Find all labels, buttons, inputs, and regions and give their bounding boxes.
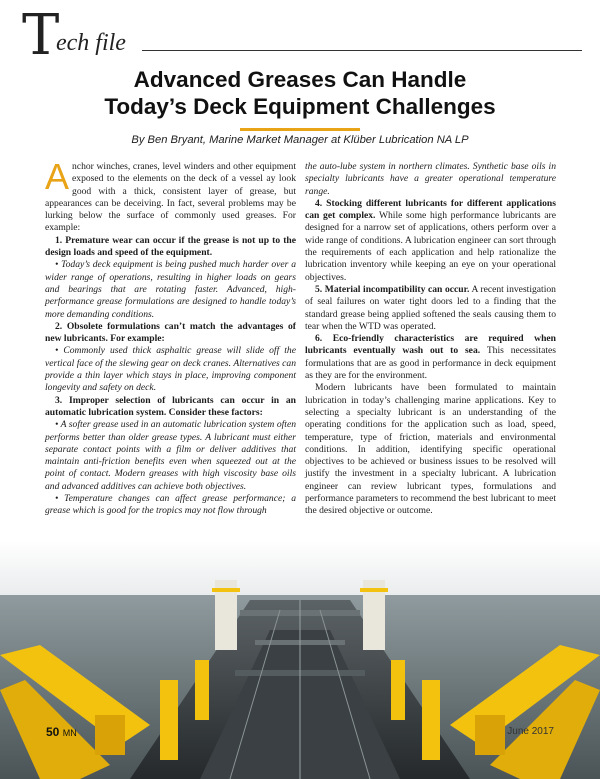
point-3-heading: 3. Improper selection of lubricants can occur in an automatic lubrication system. Consider these factors:	[45, 394, 296, 418]
headline-line-2: Today’s Deck Equipment Challenges	[104, 94, 496, 119]
continued-bullet: the auto-lube system in northern climates. Synthetic base oils in specialty lubricants have a greater operational temperature range.	[305, 161, 556, 197]
ship-deck-illustration	[0, 540, 600, 779]
accent-divider	[240, 128, 360, 131]
byline: By Ben Bryant, Marine Market Manager at Klüber Lubrication NA LP	[131, 134, 469, 146]
issue-date: June 2017	[507, 726, 554, 737]
point-6: 6. Eco-friendly characteristics are required when lubricants eventually wash out to sea. This necessitates formulations that are as good in performance in deck equipment as they are for the environment.	[305, 333, 556, 382]
point-1-heading: 1. Premature wear can occur if the grease is not up to the design loads and speed of the equipment.	[45, 234, 296, 259]
closing-paragraph: Modern lubricants have been formulated to maintain lubrication in today’s challenging marine applications. Key to selecting a specialty lubricant is an understanding of the operating conditions for the application such as load, speed, temperature, type of friction, materials and environmental conditions. In addition, identifying specific operational objectives to be achieved or business issues to be resolved will justify the investment in a specialty lubricant. A lubrication engineer can review lubricant types, formulations and performance parameters to recommend the best lubricant to meet the desired objective or outcome.	[305, 382, 556, 517]
section-rule	[142, 50, 582, 51]
publication-initials: MN	[62, 728, 77, 738]
section-title: ech file	[56, 30, 126, 56]
page-number: 50 MN	[46, 725, 77, 739]
right-column	[305, 161, 556, 518]
section-initial: T	[22, 3, 60, 68]
point-5: 5. Material incompatibility can occur. A recent investigation of seal failures on water tight doors led to a finding that the standard grease being applied softened the seals causing them to tear when the WTD was operated.	[305, 283, 556, 332]
point-4: 4. Stocking different lubricants for different applications can get complex. While some high performance lubricants are designed for a narrow set of applications, others perform over a wide range of conditions. A lubrication engineer can sort through the requirements of each application and help rationalize the lubrication inventory while keeping an eye on your operational objectives.	[305, 197, 556, 283]
point-1-bullet: • Today’s deck equipment is being pushed much harder over a wider range of operations, resulting in higher loads on gears and bearings that are rotating faster. Advanced, high-performance grease formulations are designed to handle today’s more demanding conditions.	[45, 259, 296, 320]
intro-paragraph: Anchor winches, cranes, level winders and other equipment exposed to the elements on the deck of a vessel ay look good with a thick, consistent layer of grease, but appearances can be deceiving. In fact, several problems may be lurking below the surface of commonly used greases. For example:	[45, 156, 296, 234]
point-3-bullet-1: • A softer grease used in an automatic lubrication system often performs better than older grease types. A lubricant must either separate contact points with a film or deliver additives that maintain anti-friction benefits even when squeezed out at the point of contact. Modern greases with high viscosity base oils and advanced additives can achieve both objectives.	[45, 419, 296, 492]
left-column	[45, 156, 296, 518]
point-2-bullet: • Commonly used thick asphaltic grease will slide off the vertical face of the slewing gear on deck cranes. Alternatives can provide a thin layer which stays in place, improving component longevity and safety on deck.	[45, 345, 296, 394]
section-label	[22, 3, 582, 68]
ship-deck-photo	[0, 540, 600, 779]
point-3-bullet-2: • Temperature changes can affect grease performance; a grease which is good for the tropics may not flow through	[45, 493, 296, 517]
drop-cap: A	[45, 156, 70, 197]
point-2-heading: 2. Obsolete formulations can’t match the advantages of new lubricants. For example:	[45, 320, 296, 345]
headline-line-1: Advanced Greases Can Handle	[133, 67, 467, 92]
article-headline	[60, 66, 540, 120]
